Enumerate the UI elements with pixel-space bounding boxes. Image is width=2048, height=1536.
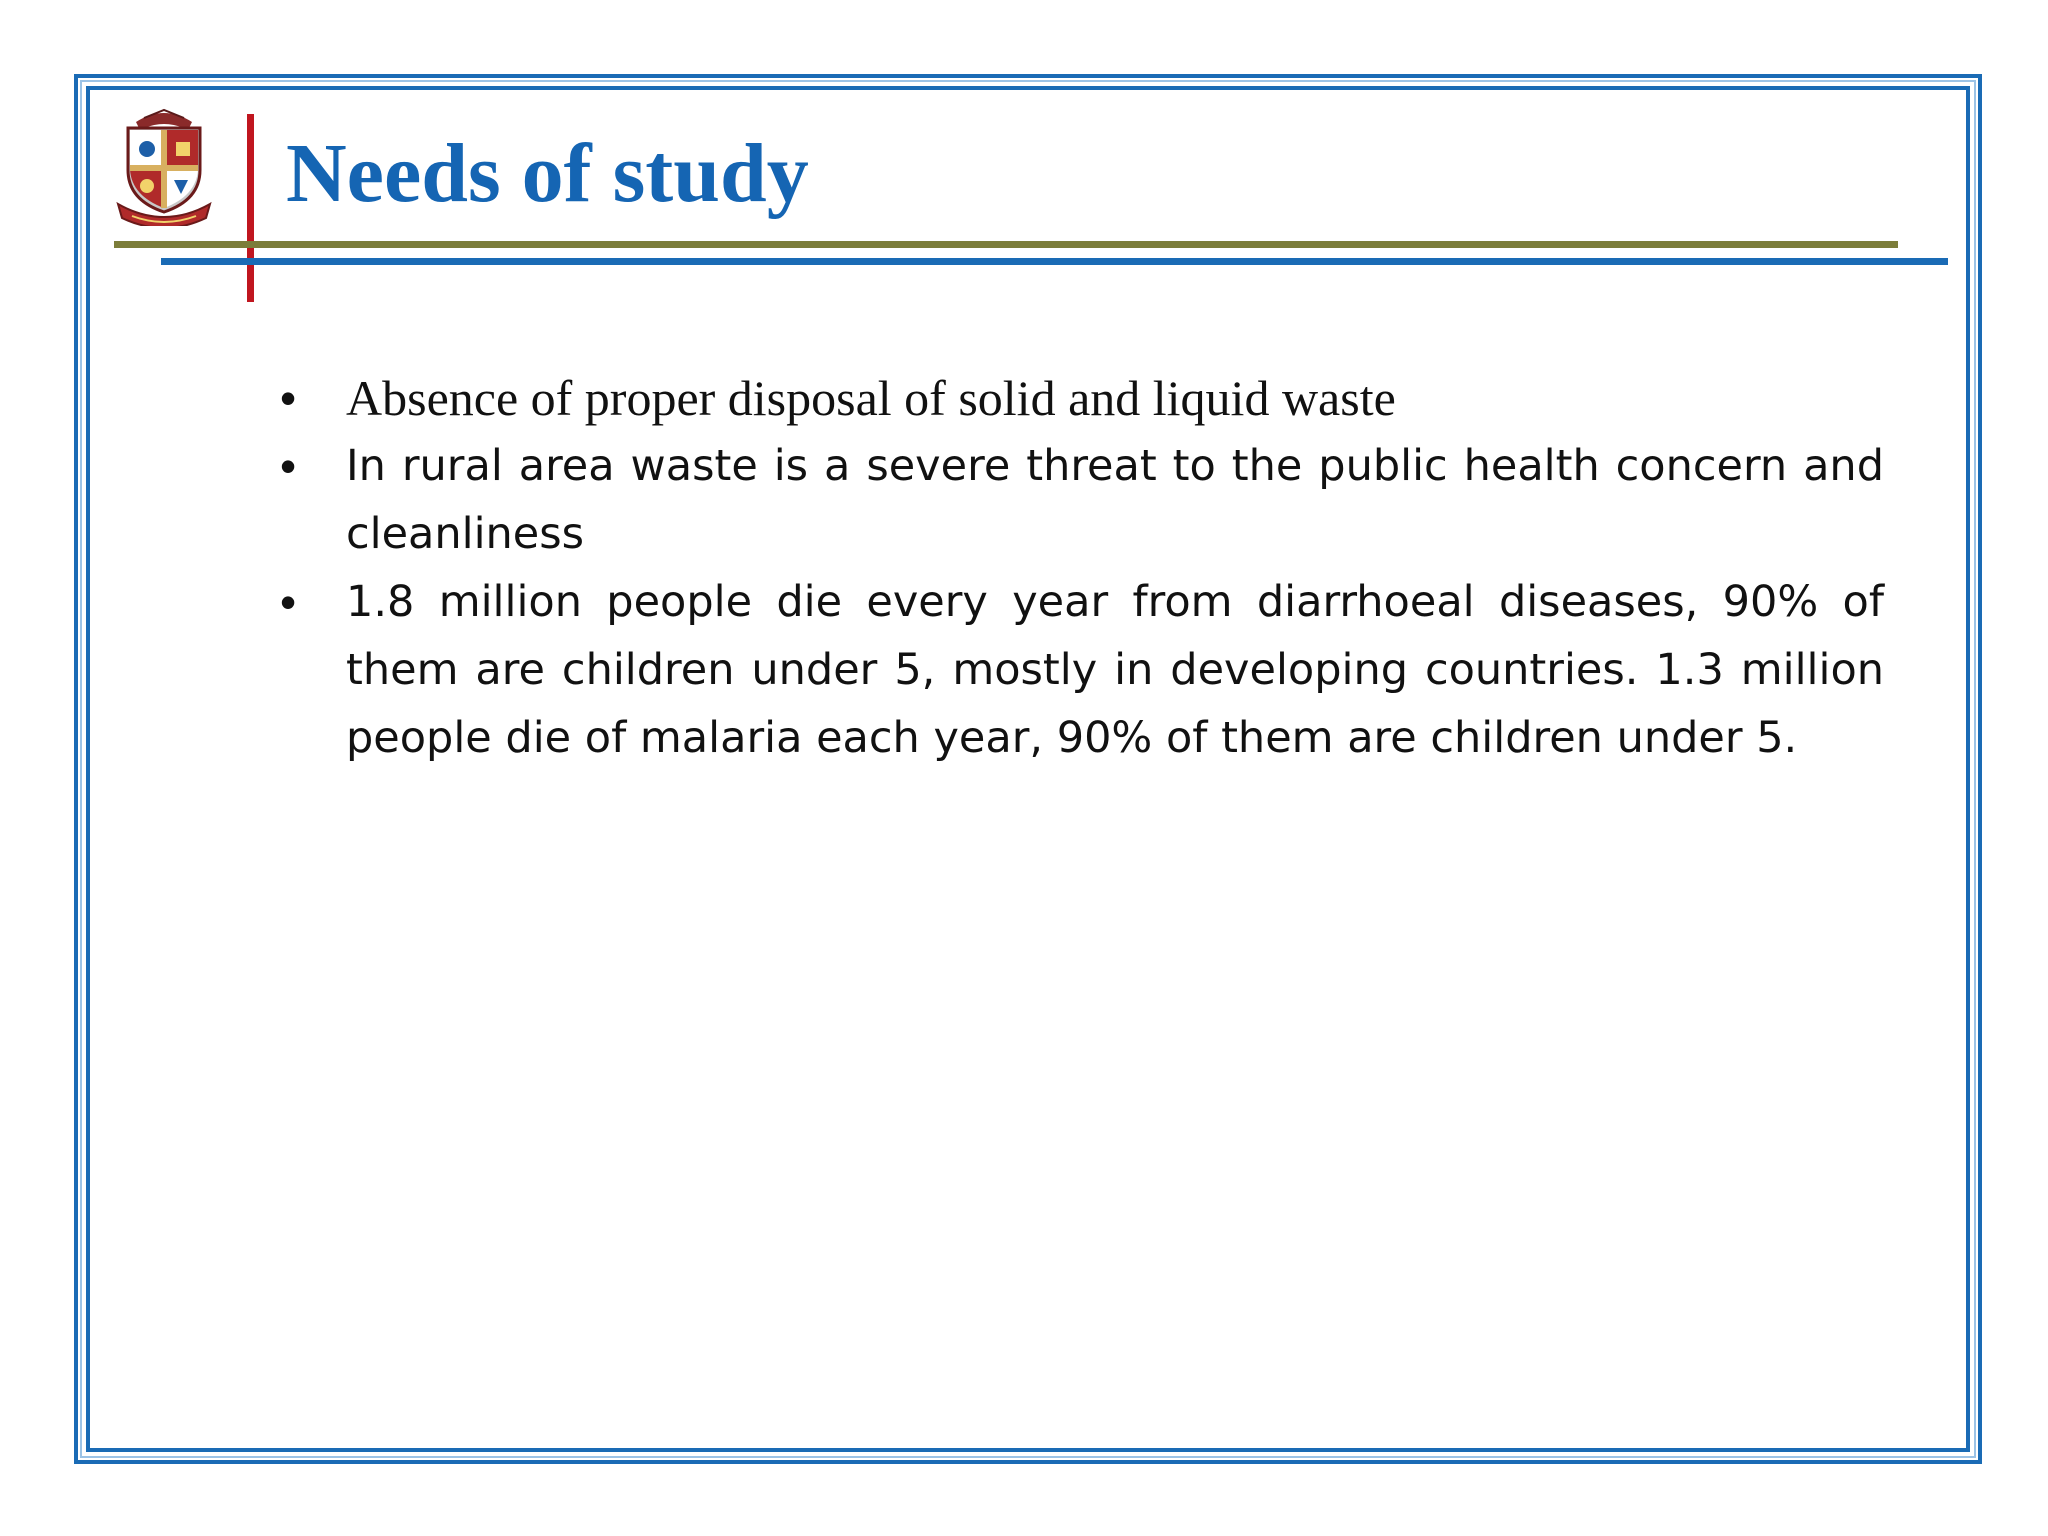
bullet-point-icon: • bbox=[280, 576, 297, 628]
bullet-list bbox=[270, 364, 1884, 772]
bullet-text: Absence of proper disposal of solid and liquid waste bbox=[346, 370, 1396, 426]
bullet-item bbox=[270, 568, 1884, 772]
bullet-point-icon: • bbox=[280, 372, 297, 424]
slide-title: Needs of study bbox=[286, 127, 809, 220]
bullet-item bbox=[270, 432, 1884, 568]
title-red-vertical-rule bbox=[247, 114, 254, 302]
title-blue-underline bbox=[161, 258, 1948, 265]
bullet-text: 1.8 million people die every year from diarrhoeal diseases, 90% of them are children under 5, mostly in developing countries. 1.3 million people die of malaria each year, 90% of them are children under 5. bbox=[346, 577, 1884, 763]
university-crest-icon bbox=[114, 108, 214, 226]
bullet-point-icon: • bbox=[280, 440, 297, 492]
title-olive-underline bbox=[114, 241, 1898, 248]
bullet-text: In rural area waste is a severe threat to the public health concern and cleanliness bbox=[346, 441, 1884, 559]
bullet-item bbox=[270, 364, 1884, 432]
